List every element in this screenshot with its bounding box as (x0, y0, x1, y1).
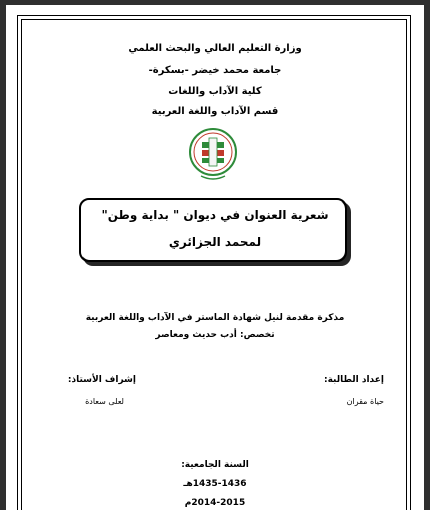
document-page (6, 5, 424, 510)
academic-year-label: السنة الجامعية: (181, 460, 249, 470)
faculty-name: كلية الآداب واللغات (168, 86, 262, 97)
department-name: قسم الآداب واللغة العربية (151, 106, 279, 117)
supervisor-label: إشراف الأستاذ: (67, 375, 136, 385)
university-logo-icon (187, 126, 239, 182)
academic-year-hijri: 1435-1436هـ (183, 479, 247, 489)
university-name: جامعة محمد خيضر -بسكرة- (148, 65, 282, 76)
academic-year-gregorian: 2014-2015م (184, 498, 246, 508)
preparer-label: إعداد الطالبة: (324, 375, 384, 385)
thesis-title-line2: لمحمد الجزائري (168, 235, 262, 249)
ministry-name: وزارة التعليم العالي والبحث العلمي (128, 43, 302, 54)
specialty: تخصص: أدب حديث ومعاصر (155, 330, 275, 340)
preparer-name: حياة مقران (346, 397, 384, 406)
memo-description: مذكرة مقدمة لنيل شهادة الماستر في الآداب واللغة العربية (85, 313, 345, 323)
thesis-title-line1: شعرية العنوان في ديوان " بداية وطن" (101, 208, 329, 222)
supervisor-name: لعلى سعادة (85, 397, 124, 406)
